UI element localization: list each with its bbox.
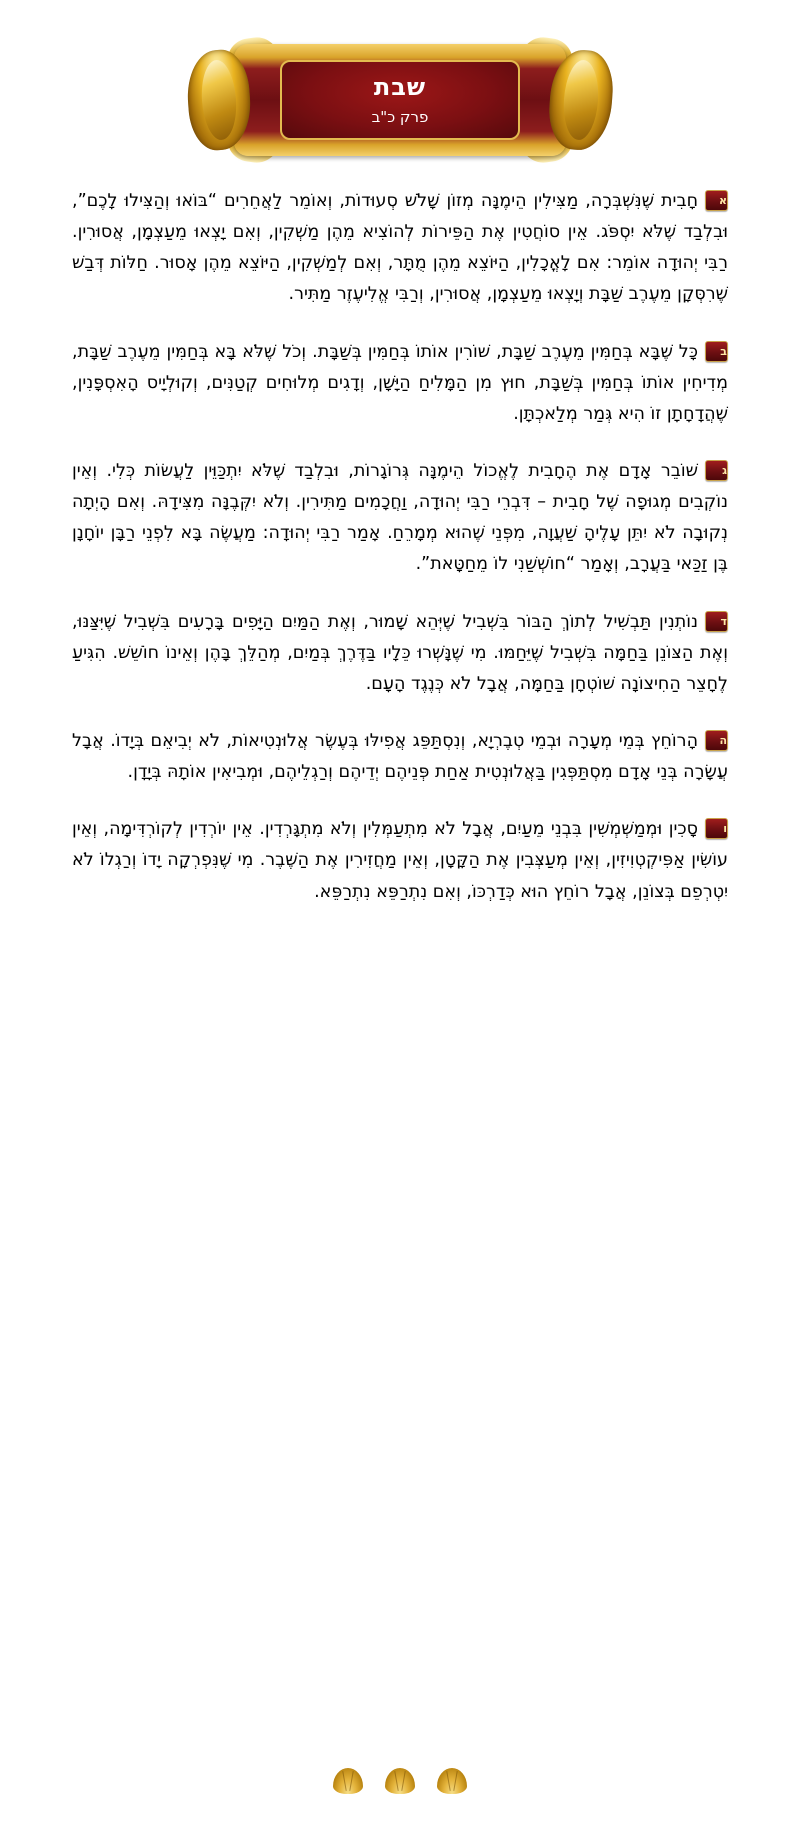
mishnah-text-body [0,156,800,908]
mishnah-number-marker: ג [705,460,728,481]
mishnah-text: נוֹתְנִין תַּבְשִׁיל לְתוֹךְ הַבּוֹר בִּשְׁבִיל שֶׁיְּהֵא שָׁמוּר, וְאֶת הַמַּיִם הַיָּפִים בָּרָעִים בִּשְׁבִיל שֶׁיִּצַּנּוּ, וְאֶת הַצּוֹנֵן בַּחַמָּה בִּשְׁבִיל שֶׁיֵּחַמּוּ. מִי שֶׁנָּשְׁרוּ כֵּלָיו בַּדֶּרֶךְ בְּמַיִם, מְהַלֵּךְ בָּהֶן וְאֵינוֹ חוֹשֵׁשׁ. הִגִּיעַ לֶחָצֵר הַחִיצוֹנָה שׁוֹטְחָן בַּחַמָּה, אֲבָל לֹא כְּנֶגֶד הָעָם. [72,611,728,694]
mishnah-paragraph [72,186,728,311]
mishnah-text: סָכִין וּמְמַשְׁמְשִׁין בִּבְנֵי מֵעַיִם, אֲבָל לֹא מִתְעַמְּלִין וְלֹא מִתְגָּרְדִין. אֵין יוֹרְדִין לְקוֹרְדִּימָה, וְאֵין עוֹשִׂין אַפִּיקְטְוִיזִין, וְאֵין מְעַצְּבִין אֶת הַקָּטָן, וְאֵין מַחֲזִירִין אֶת הַשֶּׁבֶר. מִי שֶׁנִּפְרְקָה יָדוֹ וְרַגְלוֹ לֹא יִטְרְפֵם בְּצוֹנֵן, אֲבָל רוֹחֵץ הוּא כְּדַרְכּוֹ, וְאִם נִתְרַפֵּא נִתְרַפֵּא. [72,819,728,902]
mishnah-number-marker: ו [705,818,728,839]
header-banner-area [0,0,800,156]
mishnah-paragraph [72,726,728,788]
mishnah-text: הָרוֹחֵץ בְּמֵי מְעָרָה וּבְמֵי טְבֶרְיָא, וְנִסְתַּפֵּג אֲפִילּוּ בְּעֶשֶׂר אֲלוּנְטִיאוֹת, לֹא יְבִיאֵם בְּיָדוֹ. אֲבָל עֲשָׂרָה בְּנֵי אָדָם מִסְתַּפְּגִין בַּאֲלוּנְטִית אַחַת פְּנֵיהֶם יְדֵיהֶם וְרַגְלֵיהֶם, וּמְבִיאִין אוֹתָהּ בְּיָדָן. [72,730,728,783]
mishnah-text: כָּל שֶׁבָּא בְּחַמִּין מֵעֶרֶב שַׁבָּת, שׁוֹרִין אוֹתוֹ בְּחַמִּין בְּשַׁבָּת. וְכֹל שֶׁלֹּא בָּא בְּחַמִּין מֵעֶרֶב שַׁבָּת, מְדִיחִין אוֹתוֹ בְּחַמִּין בְּשַׁבָּת, חוּץ מִן הַמָּלִיחַ הַיָּשָׁן, וְדָגִים מְלוּחִים קְטַנִּים, וְקוּלְיָיס הָאִסְפָּנִין, שֶׁהֲדָחָתָן זוֹ הִיא גְּמַר מְלַאכְתָּן. [72,341,728,424]
mishnah-text: שׁוֹבֵר אָדָם אֶת הֶחָבִית לֶאֱכוֹל הֵימֶנָּה גְּרוֹגָרוֹת, וּבִלְבַד שֶׁלֹּא יִתְכַּוֵּין לַעֲשׂוֹת כְּלִי. וְאֵין נוֹקְבִים מְגוּפָה שֶׁל חָבִית – דִּבְרֵי רַבִּי יְהוּדָה, וַחֲכָמִים מַתִּירִין. וְלֹא יִקְּבֶנָּה מִצִּידָהּ. וְאִם הָיְתָה נְקוּבָה לֹא יִתֵּן עָלֶיהָ שַׁעֲוָה, מִפְּנֵי שֶׁהוּא מְמָרֵחַ. אָמַר רַבִּי יְהוּדָה: מַעֲשֶׂה בָּא לִפְנֵי רַבָּן יוֹחָנָן בֶּן זַכַּאי בַּעֲרָב, וְאָמַר “חוֹשְׁשַׁנִי לוֹ מֵחַטָּאת”. [72,460,728,575]
chapter-subtitle: פרק כ"ב [371,108,429,127]
mishnah-paragraph [72,337,728,430]
tractate-title: שבת [373,72,427,101]
mishnah-number-marker: ד [705,611,728,632]
banner-body [234,44,566,156]
mishnah-text: חָבִית שֶׁנִּשְׁבְּרָה, מַצִּילִין הֵימֶנָּה מְזוֹן שָׁלֹשׁ סְעוּדוֹת, וְאוֹמֵר לַאֲחֵרִים “בּוֹאוּ וְהַצִּילוּ לָכֶם”, וּבִלְבַד שֶׁלֹּא יִסְפֹּג. אֵין סוֹחֲטִין אֶת הַפֵּירוֹת לְהוֹצִיא מֵהֶן מַשְׁקִין, וְאִם יָצְאוּ מֵעַצְמָן, אֲסוּרִין. רַבִּי יְהוּדָה אוֹמֵר: אִם לָאֳכָלִין, הַיּוֹצֵא מֵהֶן מֻתָּר, וְאִם לְמַשְׁקִין, הַיּוֹצֵא מֵהֶן אָסוּר. חַלּוֹת דְּבַשׁ שֶׁרִסְּקָן מֵעֶרֶב שַׁבָּת וְיָצְאוּ מֵעַצְמָן, אֲסוּרִין, וְרַבִּי אֱלִיעֶזֶר מַתִּיר. [72,191,728,305]
shell-ornament-icon [385,1768,415,1794]
mishnah-number-marker: ב [705,341,728,362]
shell-ornament-icon [333,1768,363,1794]
title-banner [200,44,600,156]
mishnah-paragraph [72,456,728,581]
mishnah-paragraph [72,607,728,700]
shell-ornament-icon [437,1768,467,1794]
mishnah-number-marker: א [705,190,728,211]
banner-inner-panel [280,60,520,140]
mishnah-paragraph [72,814,728,907]
footer-ornament-row [0,1768,800,1794]
mishnah-number-marker: ה [705,730,728,751]
